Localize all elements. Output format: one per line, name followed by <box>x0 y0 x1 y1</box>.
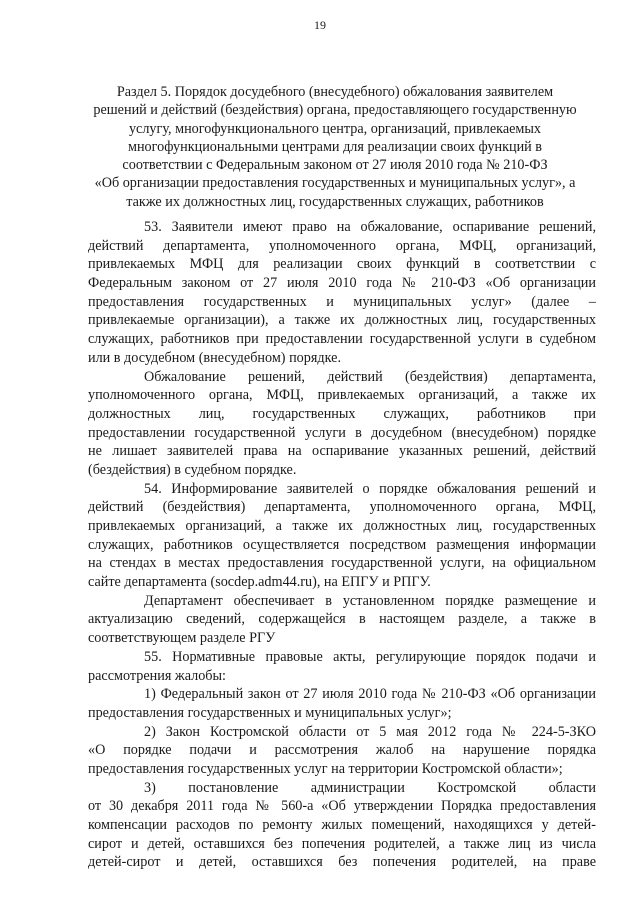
paragraph-53 <box>88 218 596 368</box>
heading-line: Раздел 5. Порядок досудебного (внесудебного) обжалования заявителем <box>116 84 554 100</box>
paragraph-54-department <box>88 592 596 648</box>
text-line: 2) Закон Костромской области от 5 мая 2012 года № 224-5-ЗКО <box>144 723 596 740</box>
text-line: 53. Заявители имеют право на обжалование, оспаривание решений, <box>144 219 596 235</box>
heading-line: также их должностных лиц, государственных служащих, работников <box>126 193 544 210</box>
text-line: 3) постановление администрации Костромской области <box>144 779 596 796</box>
text-line: предоставления государственных и муниципальных услуг»; <box>88 704 452 721</box>
paragraph-53-appeal <box>88 368 596 480</box>
text-line: должностных лиц, государственных служащих, работников при <box>88 405 596 422</box>
text-line: действий департамента, уполномоченного органа, МФЦ, организаций, <box>88 237 596 254</box>
text-line: Департамент обеспечивает в установленном порядке размещение и <box>144 592 596 609</box>
page-number: 19 <box>314 18 326 32</box>
text-line: 1) Федеральный закон от 27 июля 2010 года № 210-ФЗ «Об организации <box>144 686 596 703</box>
text-line: Федеральным законом от 27 июля 2010 года № 210-ФЗ «Об организации <box>88 275 596 292</box>
text-line: действий (бездействия) департамента, уполномоченного органа, МФЦ, <box>88 499 596 516</box>
text-line: 54. Информирование заявителей о порядке обжалования решений и <box>144 480 596 497</box>
text-line: сирот и детей, оставшихся без попечения родителей, а также лиц из числа <box>88 835 596 852</box>
text-line: соответствующем разделе РГУ <box>88 630 276 647</box>
text-line: или в досудебном (внесудебном) порядке. <box>88 349 341 366</box>
paragraph-54 <box>88 480 596 592</box>
text-line: «О порядке подачи и рассмотрения жалоб на нарушение порядка <box>88 742 596 759</box>
text-line: детей-сирот и детей, оставшихся без попечения родителей, на праве <box>88 854 596 871</box>
section-heading <box>90 83 580 211</box>
text-line: Обжалование решений, действий (бездействия) департамента, <box>144 368 596 385</box>
text-line: предоставлении государственной услуги в досудебном (внесудебном) порядке <box>88 424 596 441</box>
list-item-1 <box>88 685 596 722</box>
heading-line: многофункциональными центрами для реализации своих функций в <box>127 138 542 155</box>
text-line: сайте департамента (socdep.adm44.ru), на ЕПГУ и РПГУ. <box>88 574 431 591</box>
text-line: служащих, работников при предоставлении государственной услуги в судебном <box>88 331 596 348</box>
heading-line: «Об организации предоставления государственных и муниципальных услуг», а <box>94 175 576 192</box>
document-body <box>88 218 596 872</box>
text-line: предоставления государственных и муниципальных услуг» (далее – <box>88 293 596 310</box>
text-line: рассмотрения жалобы: <box>88 667 226 684</box>
text-line: привлекаемых МФЦ для реализации своих функций в соответствии с <box>88 256 596 273</box>
text-line: компенсации расходов по ремонту жилых помещений, находящихся у детей- <box>88 817 596 833</box>
text-line: предоставления государственных услуг на территории Костромской области»; <box>88 760 563 777</box>
heading-line: соответствии с Федеральным законом от 27 июля 2010 года № 210-ФЗ <box>122 157 548 174</box>
text-line: (бездействия) в судебном порядке. <box>88 461 297 478</box>
heading-line: услугу, многофункционального центра, организаций, привлекаемых <box>128 120 542 137</box>
text-line: от 30 декабря 2011 года № 560-а «Об утверждении Порядка предоставления <box>88 798 596 815</box>
text-line: актуализацию сведений, содержащейся в настоящем разделе, а также в <box>88 611 596 628</box>
text-line: уполномоченного органа, МФЦ, привлекаемых организаций, а также их <box>88 387 596 404</box>
text-line: привлекаемые организации), а также их должностных лиц, государственных <box>88 312 596 329</box>
text-line: служащих, работников осуществляется посредством размещения информации <box>88 536 596 553</box>
paragraph-55 <box>88 648 596 685</box>
list-item-3 <box>88 779 596 872</box>
heading-line: решений и действий (бездействия) органа, предоставляющего государственную <box>93 102 577 119</box>
text-line: привлекаемых организаций, а также их должностных лиц, государственных <box>88 518 596 534</box>
list-item-2 <box>88 723 596 779</box>
text-line: на стендах в местах предоставления государственной услуги, на официальном <box>88 555 596 572</box>
text-line: 55. Нормативные правовые акты, регулирующие порядок подачи и <box>144 648 596 665</box>
text-line: не лишает заявителей права на оспаривание указанных решений, действий <box>88 443 596 460</box>
